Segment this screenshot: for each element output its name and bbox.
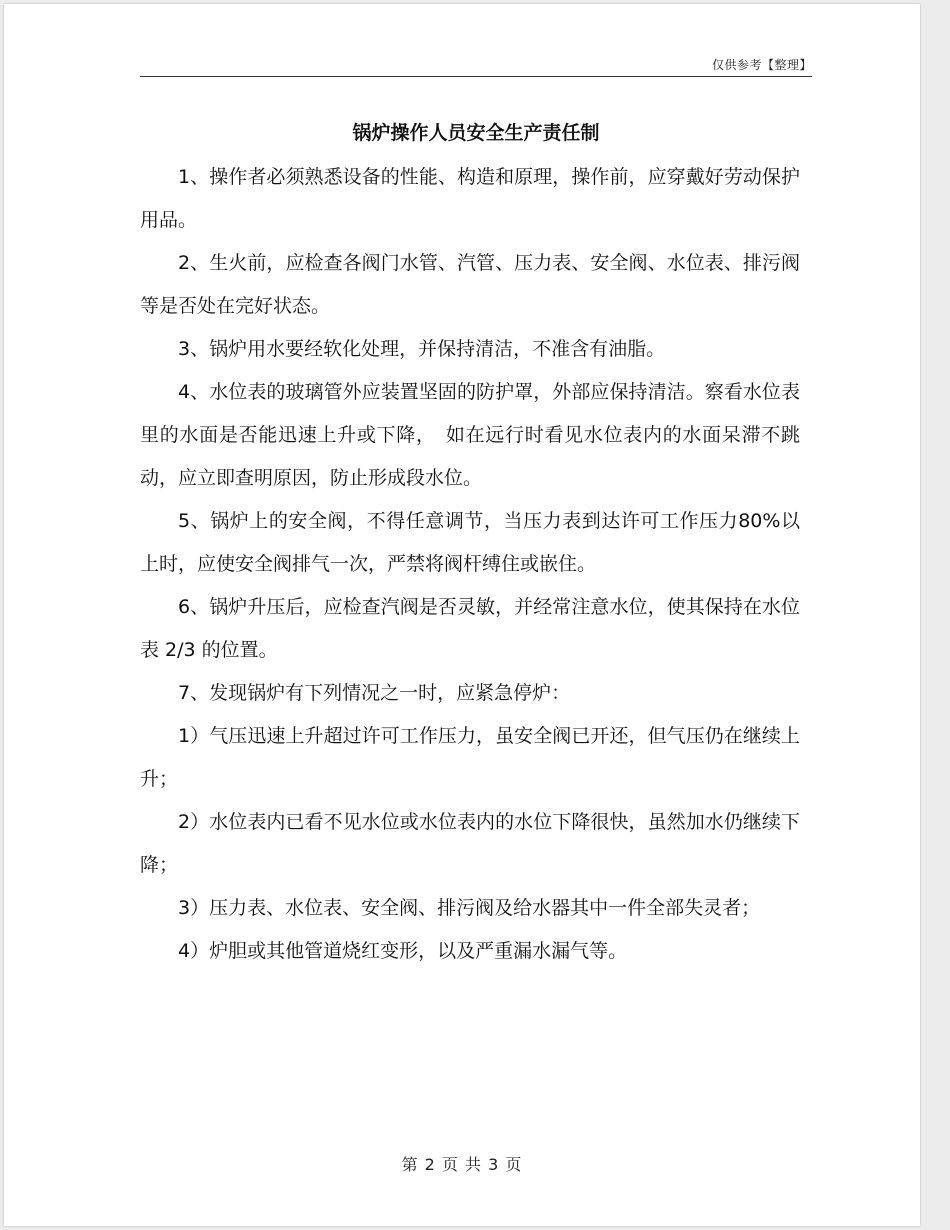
- sub-item-3: 3）压力表、水位表、安全阀、排污阀及给水器其中一件全部失灵者；: [178, 897, 761, 919]
- paragraph-6: 6、锅炉升压后，应检查汽阀是否灵敏，并经常注意水位，使其保持在水位表 2/3 的位置。: [140, 596, 800, 661]
- paragraph-2: 2、生火前，应检查各阀门水管、汽管、压力表、安全阀、水位表、排污阀等是否处在完好状态。: [140, 252, 800, 317]
- sub-item-2: 2）水位表内已看不见水位或水位表内的水位下降很快，虽然加水仍继续下降；: [140, 811, 800, 876]
- paragraph-7: 7、发现锅炉有下列情况之一时，应紧急停炉：: [178, 682, 571, 704]
- header-divider: [140, 76, 812, 77]
- paragraph-3: 3、锅炉用水要经软化处理，并保持清洁，不准含有油脂。: [178, 338, 666, 360]
- paragraph-5: 5、锅炉上的安全阀，不得任意调节，当压力表到达许可工作压力80%以上时，应使安全阀排气一次，严禁将阀杆缚住或嵌住。: [140, 510, 800, 575]
- header-note: 仅供参考【整理】: [711, 58, 812, 72]
- sub-item-1: 1）气压迅速上升超过许可工作压力，虽安全阀已开还，但气压仍在继续上升；: [140, 725, 800, 790]
- paragraph-4: 4、水位表的玻璃管外应装置坚固的防护罩，外部应保持清洁。察看水位表里的水面是否能迅速上升或下降， 如在远行时看见水位表内的水面呆滞不跳动，应立即查明原因，防止形成段水位。: [140, 381, 800, 489]
- document-body: [140, 156, 800, 973]
- page-footer: 第 2 页 共 3 页: [401, 1155, 523, 1174]
- paragraph-1: 1、操作者必须熟悉设备的性能、构造和原理，操作前，应穿戴好劳动保护用品。: [140, 166, 800, 231]
- document-page: [4, 4, 920, 1226]
- sub-item-4: 4）炉胆或其他管道烧红变形，以及严重漏水漏气等。: [178, 940, 628, 962]
- document-title: 锅炉操作人员安全生产责任制: [352, 122, 600, 144]
